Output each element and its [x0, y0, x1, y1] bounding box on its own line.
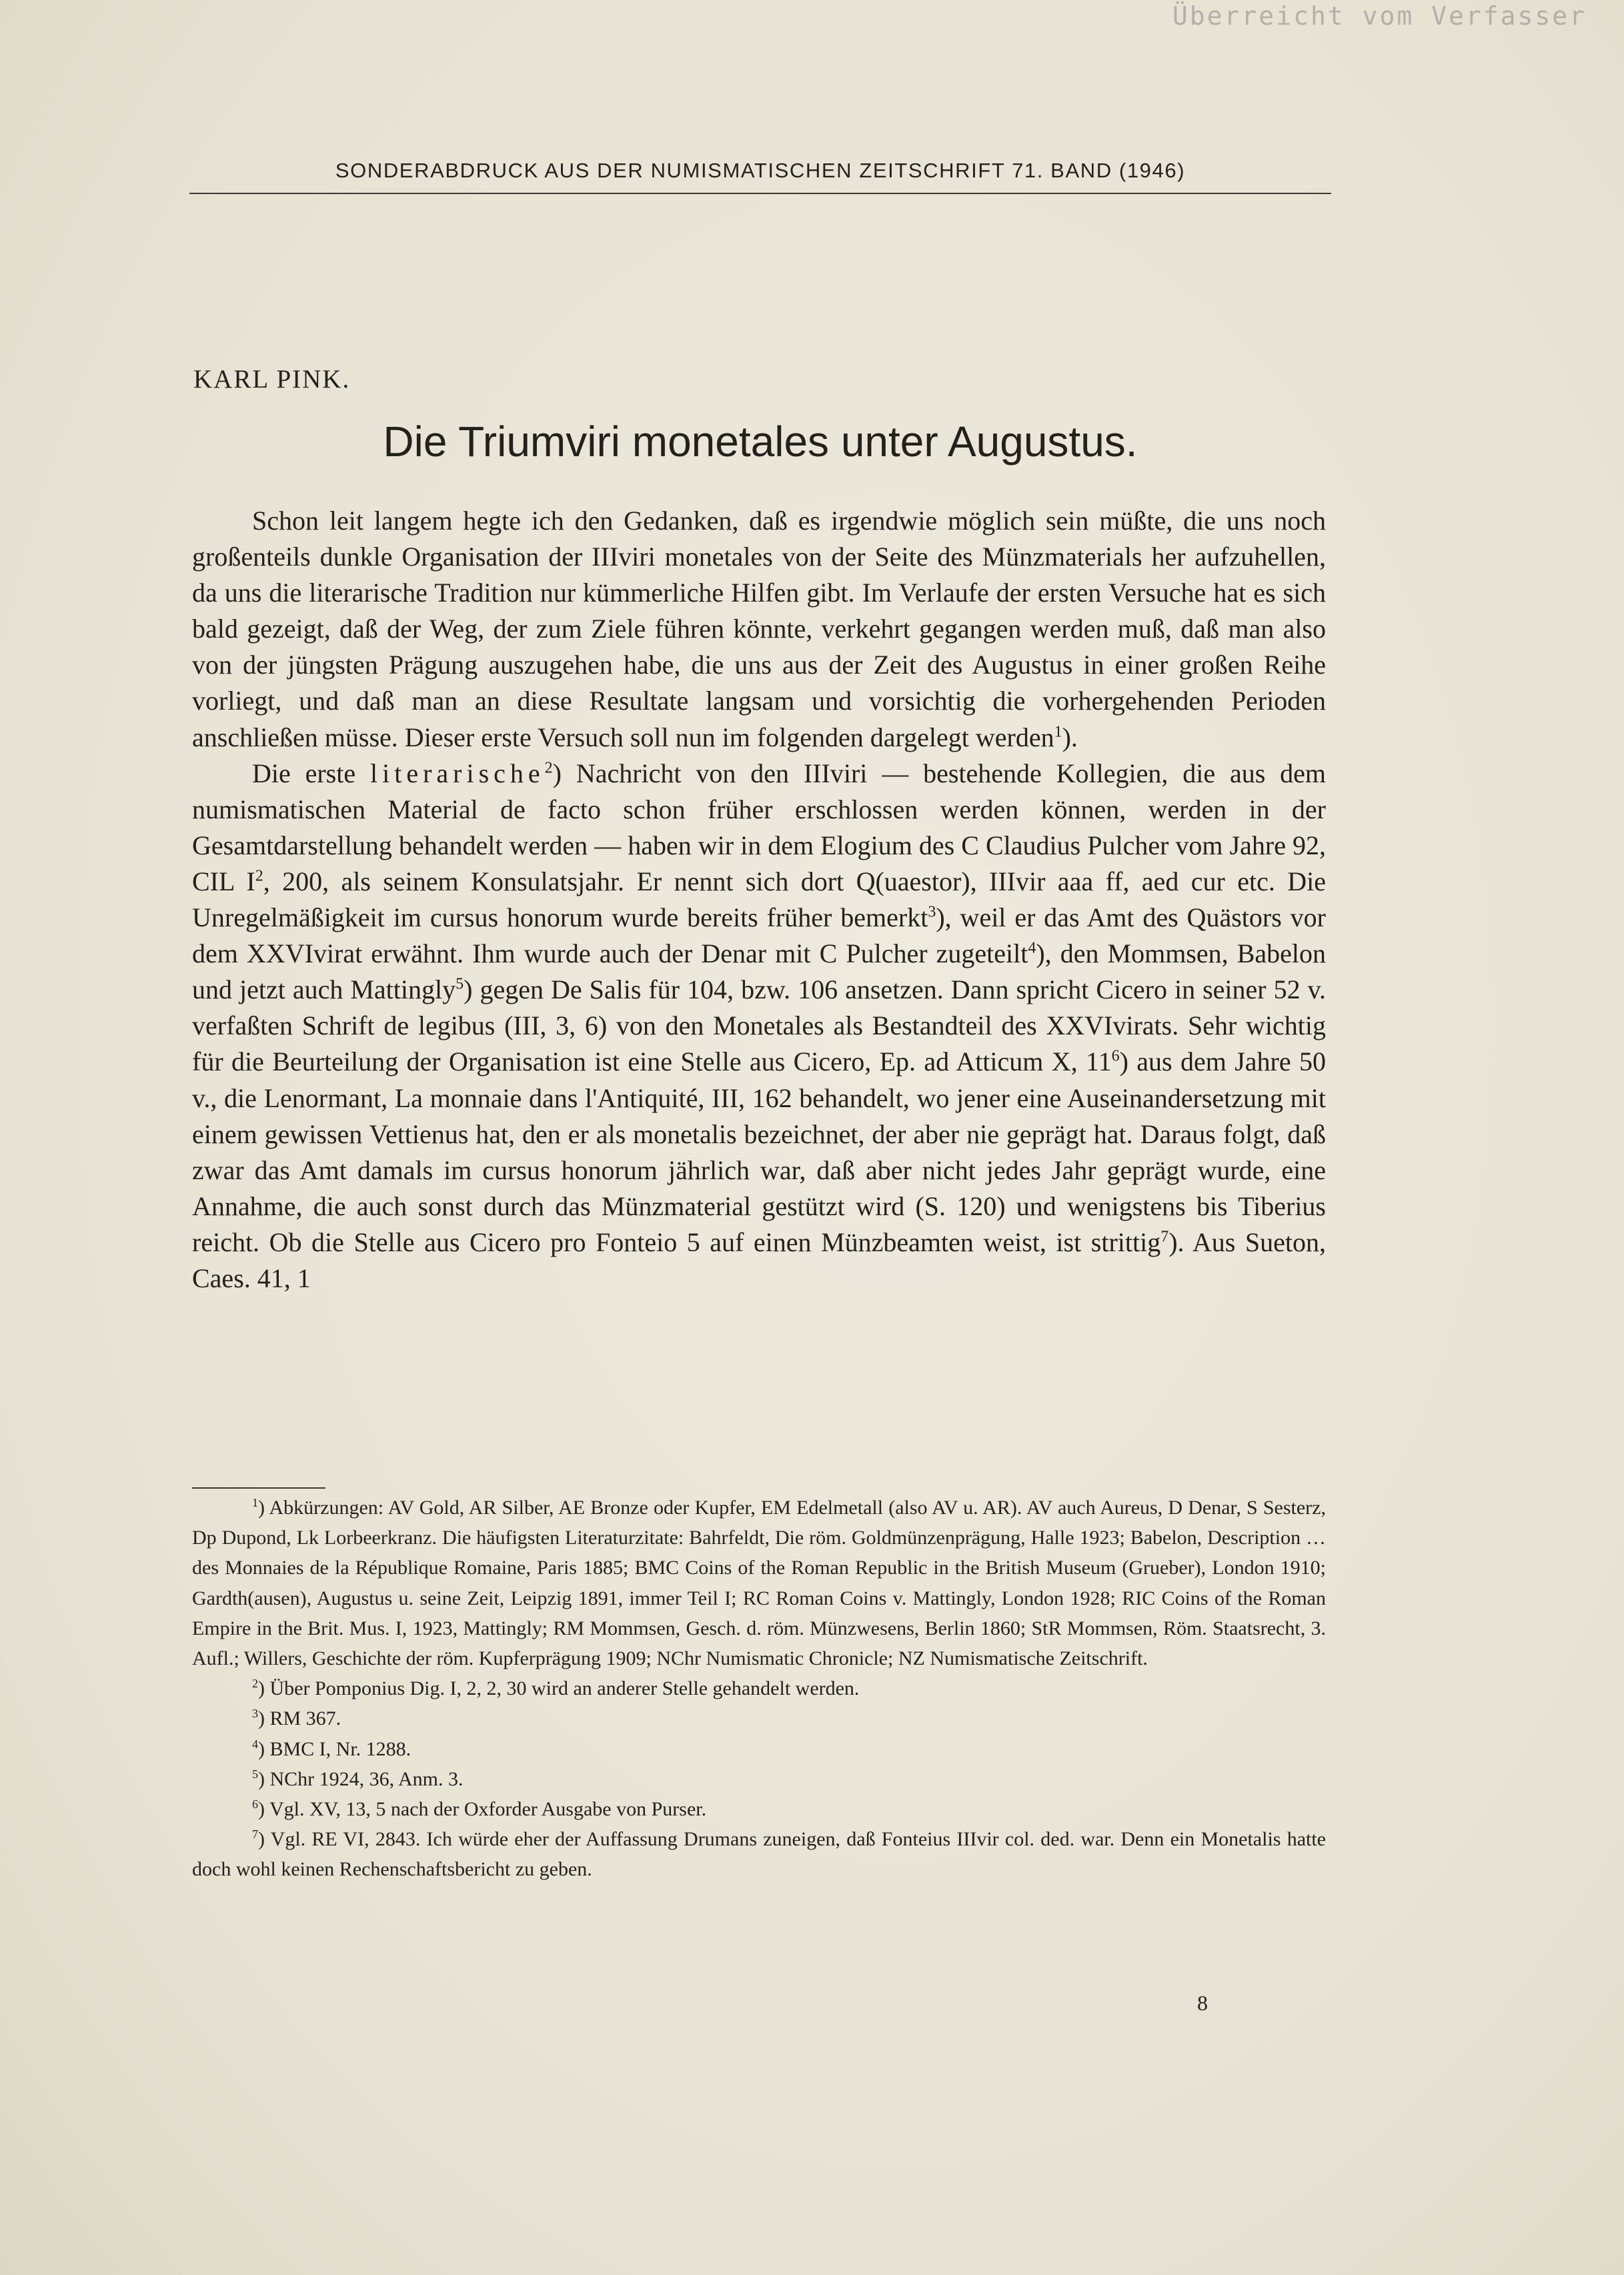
footnote-ref: 2: [544, 759, 553, 777]
footnote: [192, 1673, 1326, 1703]
footnote-number: 1: [252, 1496, 258, 1509]
footnote: [192, 1764, 1326, 1794]
footnote-number: 5: [252, 1767, 258, 1781]
paragraph-text: ) aus dem Jahre 50 v., die Lenormant, La monnaie dans l'Antiquité, III, 162 behandelt, wo jener eine Auseinandersetzung mit einem gewissen Vettienus hat, den er als monetalis bezeichnet, der aber nie geprägt hat. Daraus folgt, daß zwar das Amt damals im cursus honorum jährlich war, daß aber nicht jedes Jahr geprägt wurde, eine Annahme, die auch sonst durch das Münzmaterial gestützt wird (S. 120) und wenigstens bis Tiberius reicht. Ob die Stelle aus Cicero pro Fonteio 5 auf einen Münzbeamten weist, ist strittig: [192, 1046, 1326, 1257]
paragraph-text: , 200, als seinem Konsulatsjahr. Er nennt sich dort Q(uaestor), IIIvir aaa ff, aed cur etc. Die Unregelmäßigkeit im cursus honorum wurde bereits früher bemerkt: [192, 866, 1326, 933]
footnote-rule: [192, 1487, 325, 1489]
footnote-ref: 1: [1054, 723, 1062, 741]
footnote-text: ) Über Pomponius Dig. I, 2, 2, 30 wird an anderer Stelle gehandelt werden.: [258, 1677, 860, 1700]
footnote: [192, 1824, 1326, 1884]
header-rule: [189, 193, 1331, 194]
running-header: SONDERABDRUCK AUS DER NUMISMATISCHEN ZEITSCHRIFT 71. BAND (1946): [335, 159, 1186, 182]
paragraph-text: ).: [1062, 722, 1078, 752]
paragraph-text: ), den Mommsen, Babelon und jetzt auch Mattingly: [192, 938, 1326, 1005]
paragraph-2: [192, 756, 1326, 1297]
footnote-text: ) BMC I, Nr. 1288.: [258, 1737, 412, 1760]
paragraph-text: ) gegen De Salis für 104, bzw. 106 ansetzen. Dann spricht Cicero in seiner 52 v. verfaßten Schrift de legibus (III, 3, 6) von den Monetales als Bestandteil des XXVIvirats. Sehr wichtig für die Beurteilung der Organisation ist eine Stelle aus Cicero, Ep. ad Atticum X, 11: [192, 974, 1326, 1077]
paragraph-text: ) Nachricht von den IIIviri — bestehende Kollegien, die aus dem numismatischen Material de facto schon früher erschlossen werden können, werden in der Gesamtdarstellung behandelt werden — haben wir in dem Elogium des C Claudius Pulcher vom Jahre 92, CIL I: [192, 758, 1327, 896]
page-number: 8: [1197, 1991, 1208, 2015]
footnote-ref: 5: [456, 975, 464, 993]
footnote-ref: 3: [928, 903, 936, 921]
paragraph-1: [192, 503, 1326, 756]
footnote-text: ) NChr 1924, 36, Anm. 3.: [258, 1767, 464, 1790]
footnote-text: ) Abkürzungen: AV Gold, AR Silber, AE Bronze oder Kupfer, EM Edelmetall (also AV u. AR). AV auch Aureus, D Denar, S Sesterz, Dp Dupond, Lk Lorbeerkranz. Die häufigsten Literaturzitate: Bahrfeldt, Die röm. Goldmünzenprägung, Halle 1923; Babelon, Description … des Monnaies de la République Romaine, Paris 1885; BMC Coins of the Roman Republic in the British Museum (Grueber), London 1910; Gardth(ausen), Augustus u. seine Zeit, Leipzig 1891, immer Teil I; RC Roman Coins v. Mattingly, London 1928; RIC Coins of the Roman Empire in the Brit. Mus. I, 1923, Mattingly; RM Mommsen, Gesch. d. röm. Münzwesens, Berlin 1860; StR Mommsen, Röm. Staatsrecht, 3. Aufl.; Willers, Geschichte der röm. Kupferprägung 1909; NChr Numismatic Chronicle; NZ Numismatische Zeitschrift.: [192, 1497, 1326, 1670]
footnote: [192, 1493, 1326, 1673]
footnote-number: 3: [252, 1707, 258, 1721]
footnote: [192, 1794, 1326, 1824]
donor-stamp: Überreicht vom Verfasser: [1172, 1, 1587, 31]
author-name: KARL PINK.: [193, 365, 351, 394]
footnote-ref: 7: [1160, 1228, 1169, 1246]
superscript: 2: [255, 867, 263, 885]
footnote-number: 7: [252, 1827, 258, 1841]
spaced-emphasis: literarische: [369, 758, 545, 788]
body-text: [192, 503, 1326, 1297]
footnote-number: 4: [252, 1737, 258, 1751]
footnote-ref: 6: [1111, 1048, 1120, 1066]
article-title: Die Triumviri monetales unter Augustus.: [383, 418, 1138, 466]
footnote: [192, 1703, 1326, 1733]
footnote-text: ) Vgl. XV, 13, 5 nach der Oxforder Ausgabe von Purser.: [258, 1798, 707, 1821]
paragraph-text: Schon leit langem hegte ich den Gedanken, daß es irgendwie möglich sein müßte, die uns noch großenteils dunkle Organisation der IIIviri monetales von der Seite des Münzmaterials her aufzuhellen, da uns die literarische Tradition nur kümmerliche Hilfen gibt. Im Verlaufe der ersten Versuche hat es sich bald gezeigt, daß der Weg, der zum Ziele führen könnte, verkehrt gegangen werden muß, daß man also von der jüngsten Prägung auszugehen habe, die uns aus der Zeit des Augustus in einer großen Reihe vorliegt, und daß man an diese Resultate langsam und vorsichtig die vorhergehenden Perioden anschließen müsse. Dieser erste Versuch soll nun im folgenden dargelegt werden: [192, 506, 1326, 752]
footnote-text: ) Vgl. RE VI, 2843. Ich würde eher der Auffassung Drumans zuneigen, daß Fonteius IIIvir col. ded. war. Denn ein Monetalis hatte doch wohl keinen Rechenschaftsbericht zu geben.: [192, 1828, 1326, 1881]
paragraph-text: ). Aus Sueton, Caes. 41, 1: [192, 1227, 1326, 1293]
footnote-text: ) RM 367.: [258, 1707, 341, 1730]
footnotes: [192, 1493, 1326, 1885]
paragraph-text: Die erste: [252, 758, 370, 788]
footnote-number: 2: [252, 1677, 258, 1691]
paragraph-text: ), weil er das Amt des Quästors vor dem XXVIvirat erwähnt. Ihm wurde auch der Denar mit C Pulcher zugeteilt: [192, 902, 1326, 969]
footnote-number: 6: [252, 1797, 258, 1811]
footnote-ref: 4: [1028, 939, 1036, 957]
footnote: [192, 1734, 1326, 1764]
